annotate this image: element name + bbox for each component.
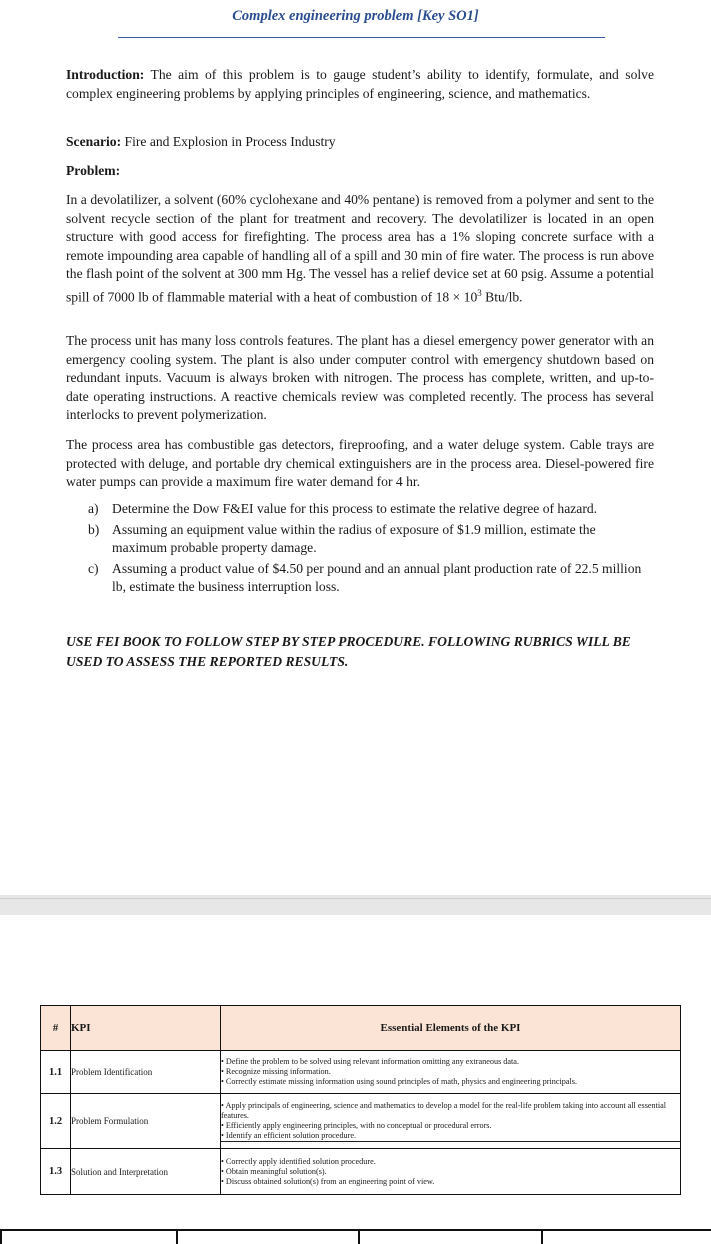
question-marker: a): [88, 501, 99, 516]
bullet: • Define the problem to be solved using relevant information omitting any extraneous data.: [221, 1057, 519, 1066]
list-item: [88, 500, 654, 519]
question-list: [88, 500, 654, 599]
introduction-paragraph: [66, 66, 654, 103]
question-text: Assuming a product value of $4.50 per pound and an annual plant production rate of 22.5 million lb, estimate the business interruption loss.: [112, 560, 642, 595]
list-item: [88, 560, 654, 597]
row-elements: [221, 1149, 681, 1195]
row-elements: [221, 1094, 681, 1149]
question-text: Assuming an equipment value within the radius of exposure of $1.9 million, estimate the maximum probable property damage.: [112, 521, 596, 556]
bullet: • Recognize missing information.: [221, 1067, 331, 1076]
row-number: 1.1: [41, 1051, 71, 1094]
row-number: 1.3: [41, 1149, 71, 1195]
table-header-row: [41, 1006, 681, 1051]
row-kpi: Problem Formulation: [71, 1094, 221, 1149]
table-row: [41, 1051, 681, 1094]
problem-paragraph-2: The process unit has many loss controls features. The plant has a diesel emergency power generator with an emergency cooling system. The plant is also under computer control with emergency shutdown based on redundant inputs. Vacuum is always broken with nitrogen. The process has complete, written, and up-to-date operating instructions. A reactive chemicals review was completed recently. The process has several interlocks to prevent polymerization.: [66, 333, 654, 423]
row-kpi: Solution and Interpretation: [71, 1149, 221, 1195]
bullet: • Correctly apply identified solution procedure.: [221, 1156, 376, 1166]
problem-paragraph-1-text: In a devolatilizer, a solvent (60% cyclohexane and 40% pentane) is removed from a polymer and sent to the solvent recycle section of the plant for treatment and recovery. The devolatilizer is located in an open structure with good access for firefighting. The process area has a 1% sloping concrete surface with a remote impounding area capable of handling all of a spill and 30 min of fire water. The process is run above the flash point of the solvent at 300 mm Hg. The vessel has a relief device set at 60 psig. Assume a potential spill of 7000 lb of flammable material with a heat of combustion of 18 × 10: [66, 192, 654, 305]
next-table-divider: [358, 1229, 360, 1244]
scenario-label: Scenario:: [66, 134, 122, 149]
bullet: • Discuss obtained solution(s) from an engineering point of view.: [221, 1176, 435, 1186]
problem-paragraph-1: [66, 191, 654, 307]
introduction-text: The aim of this problem is to gauge student’s ability to identify, formulate, and solve complex engineering problems by applying principles of engineering, science, and mathematics.: [66, 67, 654, 101]
exponent: 3: [477, 287, 482, 298]
page-gap-border: [0, 898, 711, 899]
question-text: Determine the Dow F&EI value for this process to estimate the relative degree of hazard.: [112, 501, 598, 516]
bullet: • Apply principals of engineering, science and mathematics to develop a model for the real-life problem taking into account all essential features.: [221, 1100, 667, 1120]
problem-paragraph-3: The process area has combustible gas detectors, fireproofing, and a water deluge system. Cable trays are protected with deluge, and portable dry chemical extinguishers are in the process area. Diesel-powered fire water pumps can provide a maximum fire water demand for 4 hr.: [66, 437, 654, 490]
row-kpi: Problem Identification: [71, 1051, 221, 1094]
header-essential-elements: Essential Elements of the KPI: [221, 1006, 681, 1051]
header-divider: [118, 37, 605, 38]
bullet: • Correctly estimate missing information using sound principles of math, physics and engineering principals.: [221, 1077, 578, 1086]
header-number: #: [41, 1006, 71, 1051]
introduction-label: Introduction:: [66, 67, 145, 82]
header-kpi: KPI: [71, 1006, 221, 1051]
row-number: 1.2: [41, 1094, 71, 1149]
instruction-note: USE FEI BOOK TO FOLLOW STEP BY STEP PROCEDURE. FOLLOWING RUBRICS WILL BE USED TO ASSESS THE REPORTED RESULTS.: [66, 634, 631, 669]
scenario-text: Fire and Explosion in Process Industry: [121, 134, 336, 149]
list-item: [88, 521, 654, 558]
problem-heading: Problem:: [66, 163, 121, 178]
next-table-divider: [0, 1229, 2, 1244]
bullet: • Efficiently apply engineering principles, with no conceptual or procedural errors.: [221, 1120, 492, 1130]
table-row: [41, 1094, 681, 1149]
next-table-divider: [541, 1229, 543, 1244]
question-marker: b): [88, 521, 100, 537]
scenario-paragraph: [66, 133, 654, 152]
problem-paragraph-1-unit: Btu/lb.: [481, 289, 523, 305]
next-table-divider: [176, 1229, 178, 1244]
kpi-rubric-table: [40, 1005, 681, 1195]
bullet: • Obtain meaningful solution(s).: [221, 1166, 327, 1176]
table-row: [41, 1149, 681, 1195]
bullet: • Identify an efficient solution procedure.: [221, 1131, 680, 1142]
question-marker: c): [88, 560, 99, 576]
row-elements: [221, 1051, 681, 1094]
page-title: Complex engineering problem [Key SO1]: [232, 8, 479, 24]
next-table-top-border: [0, 1229, 711, 1231]
